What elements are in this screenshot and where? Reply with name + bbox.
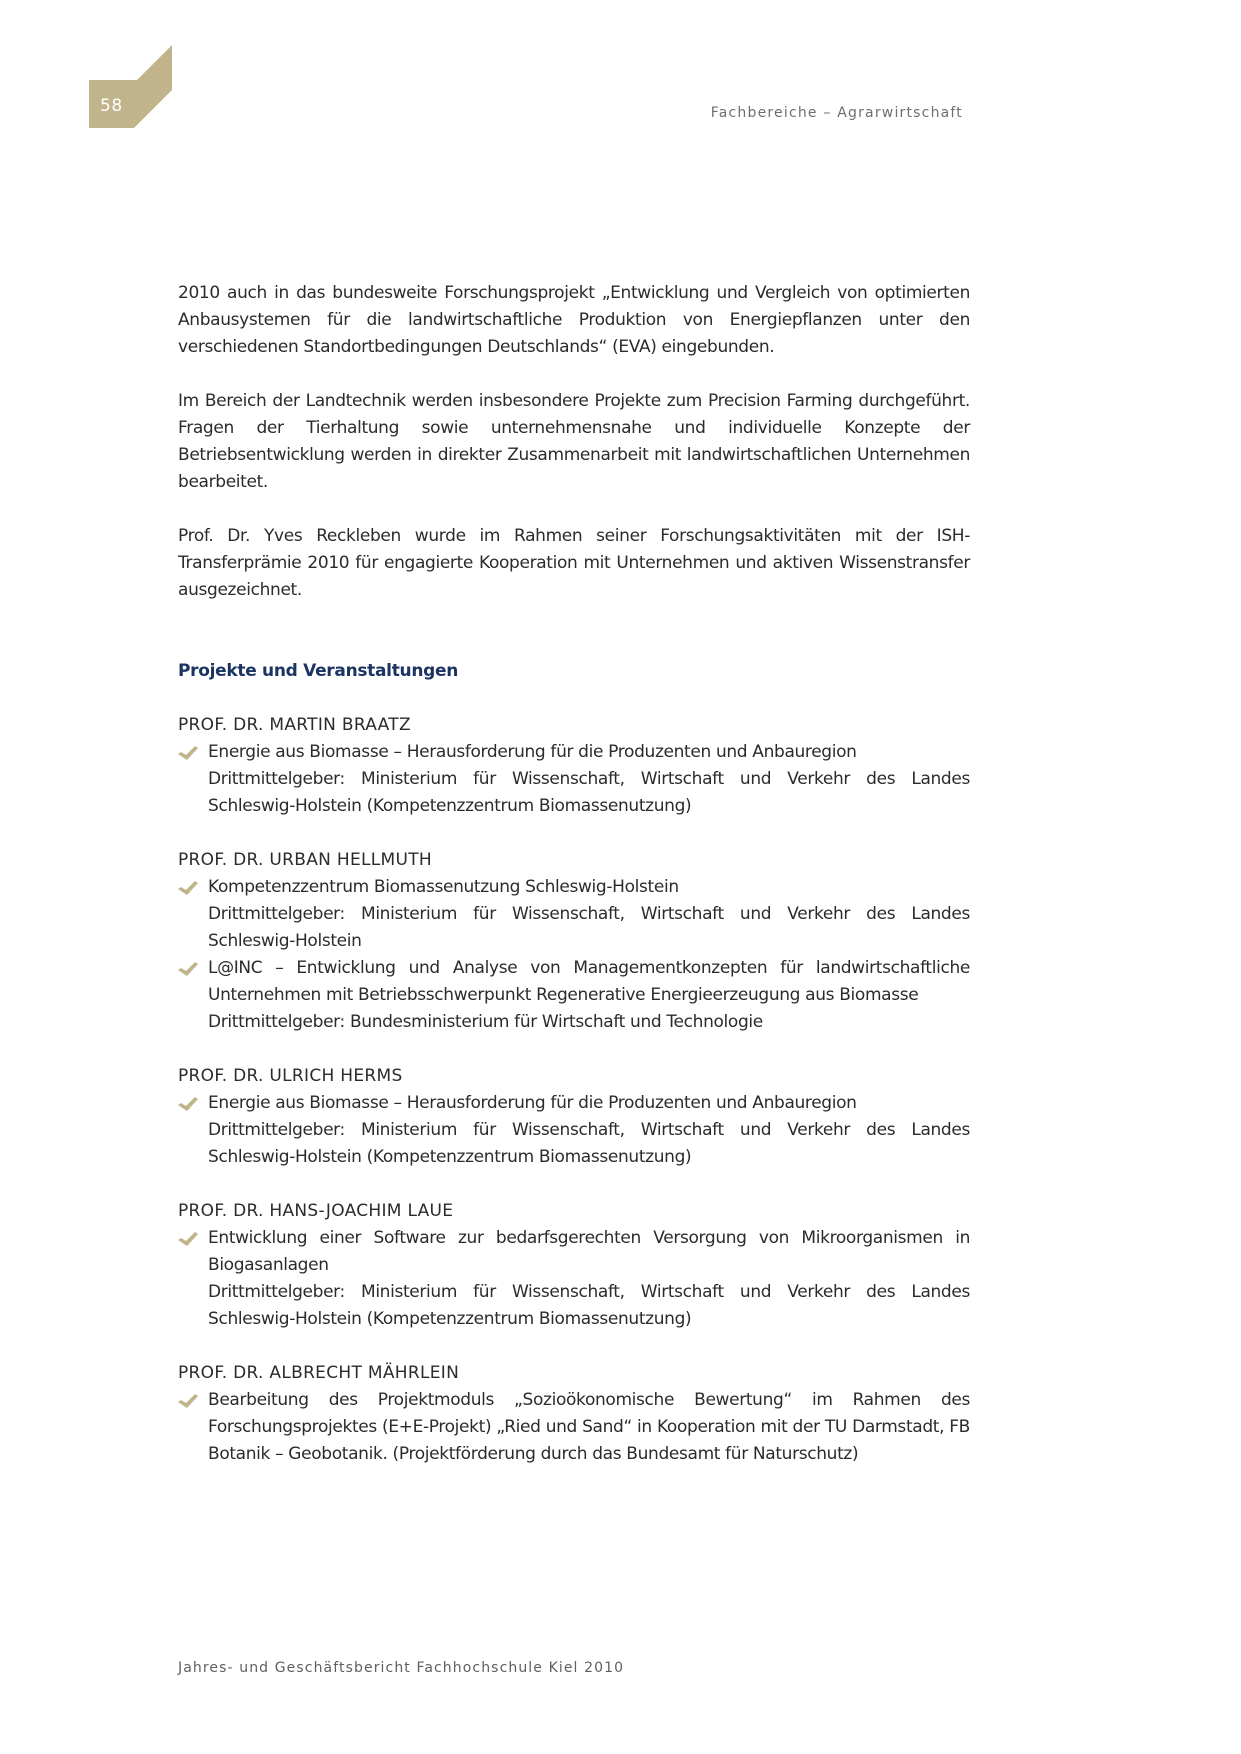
project-list xyxy=(178,1090,970,1171)
person-name: PROF. DR. MARTIN BRAATZ xyxy=(178,715,411,735)
project-item xyxy=(178,955,970,1036)
intro-paragraph: Prof. Dr. Yves Reckleben wurde im Rahmen seiner Forschungsaktivitäten mit der ISH-Transferprämie 2010 für engagierte Kooperation mit Unternehmen und aktiven Wissenstransfer ausgezeichnet. xyxy=(178,526,970,600)
main-content xyxy=(178,280,970,1495)
project-title: Bearbeitung des Projektmoduls „Sozioökonomische Bewertung“ im Rahmen des Forschungsprojektes (E+E-Projekt) „Ried und Sand“ in Kooperation mit der TU Darmstadt, FB Botanik – Geobotanik. (Projektförderung durch das Bundesamt für Naturschutz) xyxy=(208,1390,970,1464)
project-list xyxy=(178,739,970,820)
project-list xyxy=(178,1387,970,1468)
project-title: Kompetenzzentrum Biomassenutzung Schleswig-Holstein xyxy=(208,877,679,897)
running-header: Fachbereiche – Agrarwirtschaft xyxy=(710,105,963,121)
project-item xyxy=(178,739,970,820)
project-list xyxy=(178,874,970,1036)
project-sponsor: Drittmittelgeber: Ministerium für Wissenschaft, Wirtschaft und Verkehr des Landes Schleswig-Holstein (Kompetenzzentrum Biomassenutzung) xyxy=(208,1120,970,1167)
person-block xyxy=(178,1063,970,1171)
project-title: Energie aus Biomasse – Herausforderung für die Produzenten und Anbauregion xyxy=(208,1093,857,1113)
intro-paragraph: 2010 auch in das bundesweite Forschungsprojekt „Entwicklung und Vergleich von optimierten Anbausystemen für die landwirtschaftliche Produktion von Energiepflanzen unter den verschiedenen Standortbedingungen Deutschlands“ (EVA) eingebunden. xyxy=(178,283,970,357)
project-sponsor: Drittmittelgeber: Ministerium für Wissenschaft, Wirtschaft und Verkehr des Landes Schleswig-Holstein xyxy=(208,904,970,951)
person-block xyxy=(178,1198,970,1333)
project-list xyxy=(178,1225,970,1333)
pencil-icon xyxy=(178,1232,198,1246)
project-title: Entwicklung einer Software zur bedarfsgerechten Versorgung von Mikroorganismen in Biogasanlagen xyxy=(208,1228,970,1275)
project-sponsor: Drittmittelgeber: Ministerium für Wissenschaft, Wirtschaft und Verkehr des Landes Schleswig-Holstein (Kompetenzzentrum Biomassenutzung) xyxy=(208,769,970,816)
person-block xyxy=(178,1360,970,1468)
project-sponsor: Drittmittelgeber: Bundesministerium für Wirtschaft und Technologie xyxy=(208,1012,763,1032)
pencil-icon xyxy=(178,1097,198,1111)
footer-text: Jahres- und Geschäftsbericht Fachhochschule Kiel 2010 xyxy=(178,1660,625,1676)
pencil-icon xyxy=(178,962,198,976)
project-item xyxy=(178,874,970,955)
project-item xyxy=(178,1090,970,1171)
person-name: PROF. DR. ALBRECHT MÄHRLEIN xyxy=(178,1363,460,1383)
person-name: PROF. DR. URBAN HELLMUTH xyxy=(178,850,433,870)
person-name: PROF. DR. HANS-JOACHIM LAUE xyxy=(178,1201,454,1221)
people-list xyxy=(178,712,970,1468)
pencil-icon xyxy=(178,746,198,760)
project-sponsor: Drittmittelgeber: Ministerium für Wissenschaft, Wirtschaft und Verkehr des Landes Schleswig-Holstein (Kompetenzzentrum Biomassenutzung) xyxy=(208,1282,970,1329)
project-title: Energie aus Biomasse – Herausforderung für die Produzenten und Anbauregion xyxy=(208,742,857,762)
person-block xyxy=(178,847,970,1036)
page-number: 58 xyxy=(100,96,123,116)
person-name: PROF. DR. ULRICH HERMS xyxy=(178,1066,403,1086)
project-title: L@INC – Entwicklung und Analyse von Managementkonzepten für landwirtschaftliche Unternehmen mit Betriebsschwerpunkt Regenerative Energieerzeugung aus Biomasse xyxy=(208,958,970,1005)
project-item xyxy=(178,1225,970,1333)
pencil-icon xyxy=(178,1394,198,1408)
person-block xyxy=(178,712,970,820)
intro-paragraph: Im Bereich der Landtechnik werden insbesondere Projekte zum Precision Farming durchgeführt. Fragen der Tierhaltung sowie unternehmensnahe und individuelle Konzepte der Betriebsentwicklung werden in direkter Zusammenarbeit mit landwirtschaftlichen Unternehmen bearbeitet. xyxy=(178,391,970,492)
section-heading: Projekte und Veranstaltungen xyxy=(178,661,459,681)
pencil-icon xyxy=(178,881,198,895)
project-item xyxy=(178,1387,970,1468)
